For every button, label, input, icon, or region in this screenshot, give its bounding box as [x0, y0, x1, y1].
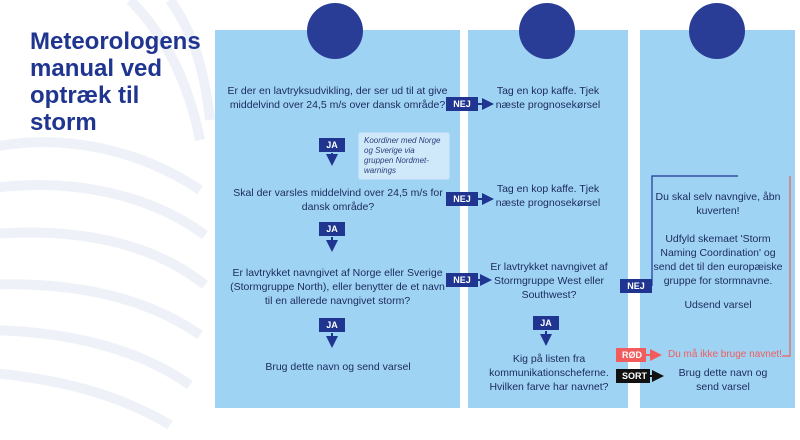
answer-coffee-1: Tag en kop kaffe. Tjek næste prognosekørsel [495, 85, 601, 111]
coordination-note: Koordiner med Norge og Sverige via gruppen Nordmet-warnings [358, 132, 450, 180]
send-warning-instruction: Udsend varsel [684, 299, 752, 311]
fill-form-instruction: Udfyld skemaet 'Storm Naming Coordination' og send det til den europæiske gruppe for stormnavne. [653, 233, 783, 287]
self-naming-instruction: Du skal selv navngive, åbn kuverten! [655, 191, 781, 217]
sort-use-name-text: Brug dette navn og send varsel [678, 367, 768, 393]
nej-label-2: NEJ [446, 192, 478, 206]
ja-label-3: JA [319, 318, 345, 332]
question-3: Er lavtrykket navngivet af Norge eller Sverige (Stormgruppe North), eller benytter de et navn til en allerede navngivet storm? [230, 267, 445, 307]
question-1: Er der en lavtryksudvikling, der ser ud til at give middelvind over 24,5 m/s over dansk område? [227, 85, 448, 111]
ja-label-2: JA [319, 222, 345, 236]
nej-label-4: NEJ [620, 279, 652, 293]
rod-label: RØD [616, 348, 646, 362]
question-5: Kig på listen fra kommunikationscheferne. Hvilken farve har navnet? [489, 353, 609, 393]
connector-top-bracket [652, 176, 738, 286]
ja-label-1: JA [319, 138, 345, 152]
nej-label-1: NEJ [446, 97, 478, 111]
answer-coffee-2: Tag en kop kaffe. Tjek næste prognosekørsel [495, 183, 601, 209]
question-4: Er lavtrykket navngivet af Stormgruppe West eller Southwest? [490, 261, 608, 301]
rod-warning-text: Du må ikke bruge navnet! [668, 349, 782, 360]
end-use-name: Brug dette navn og send varsel [265, 361, 411, 373]
red-bracket [782, 176, 790, 356]
sort-label: SORT [616, 369, 650, 383]
page-title: Meteorologens manual ved optræk til storm [30, 28, 201, 136]
ja-label-4: JA [533, 316, 559, 330]
nej-label-3: NEJ [446, 273, 478, 287]
question-2: Skal der varsles middelvind over 24,5 m/s for dansk område? [233, 187, 443, 213]
